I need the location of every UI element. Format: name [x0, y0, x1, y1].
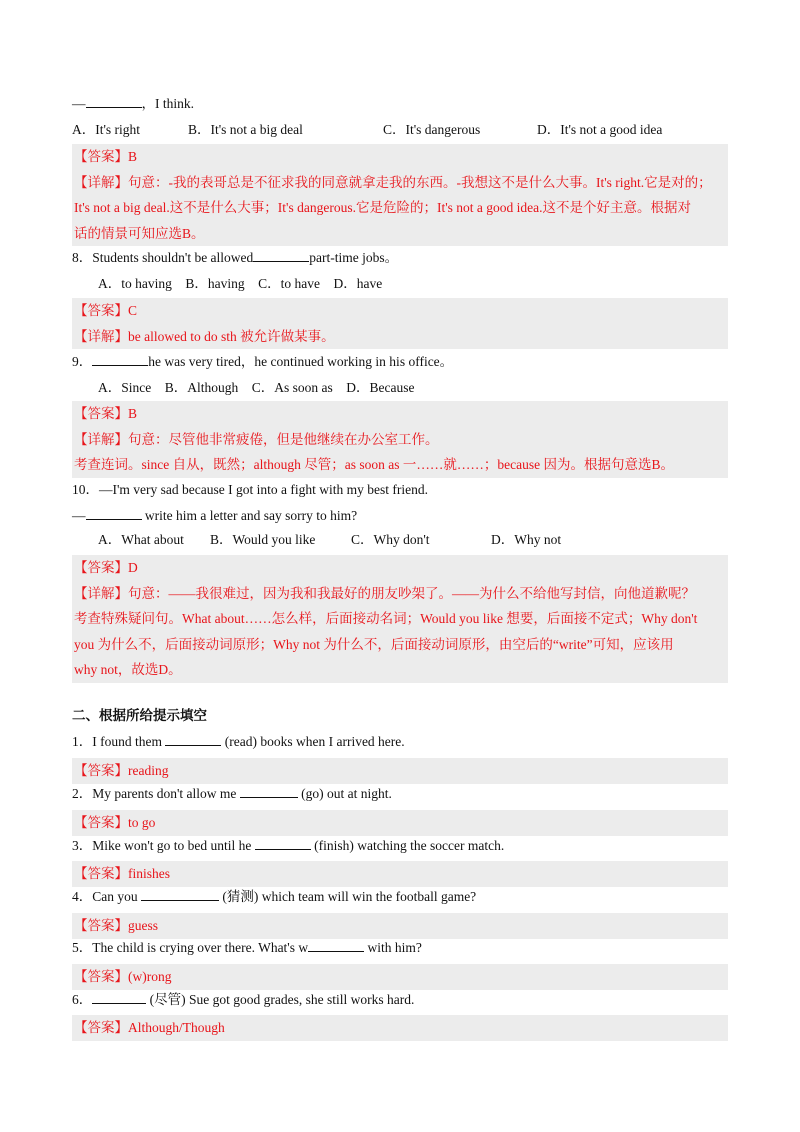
fill-answer: 【答案】finishes [74, 866, 170, 881]
answer-blank [86, 507, 142, 520]
q7-stem [72, 94, 728, 114]
q8-explain-line: 【详解】be allowed to do sth 被允许做某事。 [74, 328, 335, 344]
q7-option-d: D．It's not a good idea [537, 122, 663, 137]
q9-stem [72, 352, 728, 372]
fill-item-prefix: 2．My parents don't allow me [72, 786, 240, 801]
q8-stem [72, 248, 728, 268]
answer-blank [240, 785, 298, 798]
q8-prefix: 8．Students shouldn't be allowed [72, 250, 254, 265]
section-title: 二、根据所给提示填空 [72, 708, 207, 724]
q10-answer: 【答案】D [74, 560, 138, 575]
q10-dash: — [72, 508, 86, 523]
q10-explain-line: 考查特殊疑问句。What about……怎么样，后面接动名词；Would you like 想要，后面接不定式；Why don't [74, 611, 698, 626]
fill-answer-box [72, 861, 728, 887]
fill-answer: 【答案】Although/Though [74, 1020, 225, 1035]
q10-explain-line: why not，故选D。 [74, 662, 182, 677]
fill-answer: 【答案】reading [74, 763, 169, 778]
q10-explain-line: you 为什么不，后面接动词原形；Why not 为什么不，后面接动词原形，由空后的“write”可知，应该用 [74, 636, 674, 652]
q9-explain-line: 考查连词。since 自从，既然；although 尽管；as soon as 一……就……；because 因为。根据句意选B。 [74, 457, 674, 472]
fill-item-suffix: (go) out at night. [297, 786, 392, 801]
q7-explain-line: 话的情景可知应选B。 [74, 225, 205, 241]
fill-answer-box [72, 964, 728, 990]
q9-prefix: 9． [72, 354, 93, 369]
fill-answer: 【答案】to go [74, 815, 156, 830]
answer-blank [308, 939, 364, 952]
q8-answer: 【答案】C [74, 303, 138, 318]
fill-item-prefix: 4．Can you [72, 889, 141, 904]
fill-answer-box [72, 1015, 728, 1041]
answer-blank [92, 991, 146, 1004]
fill-answer-box [72, 758, 728, 784]
q7-stem-text: ，I think. [141, 96, 194, 111]
fill-item-suffix: (尽管) Sue got good grades, she still works hard. [146, 992, 415, 1007]
fill-answer-box [72, 913, 728, 939]
answer-blank [253, 249, 309, 262]
fill-item-suffix: (猜测) which team will win the football game? [219, 889, 477, 904]
q7-answer: 【答案】B [74, 149, 138, 164]
q10-explain-line: 【详解】句意：——我很难过，因为我和我最好的朋友吵架了。——为什么不给他写封信，向他道歉呢？ [74, 585, 695, 601]
answer-blank [92, 353, 148, 366]
q9-answer-box [72, 401, 728, 478]
q7-option-a: A．It's right [72, 122, 141, 137]
answer-blank [255, 837, 311, 850]
q9-suffix: he was very tired，he continued working in his office。 [148, 354, 454, 369]
q10-answer-box [72, 555, 728, 683]
fill-item-prefix: 5．The child is crying over there. What's w [72, 940, 309, 955]
q10-option-a: A．What about [98, 532, 184, 547]
q7-dash: — [72, 96, 86, 111]
q8-options: A．to having B．having C．to have D．have [98, 276, 383, 291]
answer-blank [141, 888, 219, 901]
q10-suffix: write him a letter and say sorry to him? [141, 508, 358, 523]
fill-item [72, 938, 728, 958]
q7-explain-line: 【详解】句意：-我的表哥总是不征求我的同意就拿走我的东西。-我想这不是什么大事。It's right.它是对的； [74, 174, 712, 190]
answer-blank [165, 733, 221, 746]
q10-stem-line2 [72, 506, 728, 526]
fill-answer: 【答案】(w)rong [74, 969, 172, 984]
q10-option-c: C．Why don't [351, 532, 430, 547]
q9-answer: 【答案】B [74, 406, 138, 421]
q7-option-c: C．It's dangerous [383, 122, 481, 137]
q7-answer-box [72, 144, 728, 246]
q10-option-d: D．Why not [491, 532, 562, 547]
fill-item-suffix: with him? [364, 940, 422, 955]
q10-option-b: B．Would you like [210, 532, 316, 547]
q10-stem: 10．—I'm very sad because I got into a fight with my best friend. [72, 482, 428, 497]
fill-item-prefix: 1．I found them [72, 734, 166, 749]
fill-item [72, 732, 728, 752]
fill-item [72, 887, 728, 907]
fill-item-suffix: (finish) watching the soccer match. [310, 838, 505, 853]
fill-answer: 【答案】guess [74, 918, 158, 933]
fill-item-prefix: 6． [72, 992, 93, 1007]
q7-option-b: B．It's not a big deal [188, 122, 303, 137]
q9-explain-line: 【详解】句意：尽管他非常疲倦，但是他继续在办公室工作。 [74, 431, 439, 447]
fill-item [72, 836, 728, 856]
fill-item-suffix: (read) books when I arrived here. [221, 734, 405, 749]
q8-answer-box [72, 298, 728, 349]
fill-answer-box [72, 810, 728, 836]
q9-options: A．Since B．Although C．As soon as D．Because [98, 380, 415, 395]
fill-item-prefix: 3．Mike won't go to bed until he [72, 838, 255, 853]
q7-explain-line: It's not a big deal.这不是什么大事；It's dangerous.它是危险的；It's not a good idea.这不是个好主意。根据对 [74, 200, 691, 215]
q8-suffix: part-time jobs。 [309, 250, 399, 265]
answer-blank [86, 95, 142, 108]
fill-item [72, 784, 728, 804]
fill-item [72, 990, 728, 1010]
